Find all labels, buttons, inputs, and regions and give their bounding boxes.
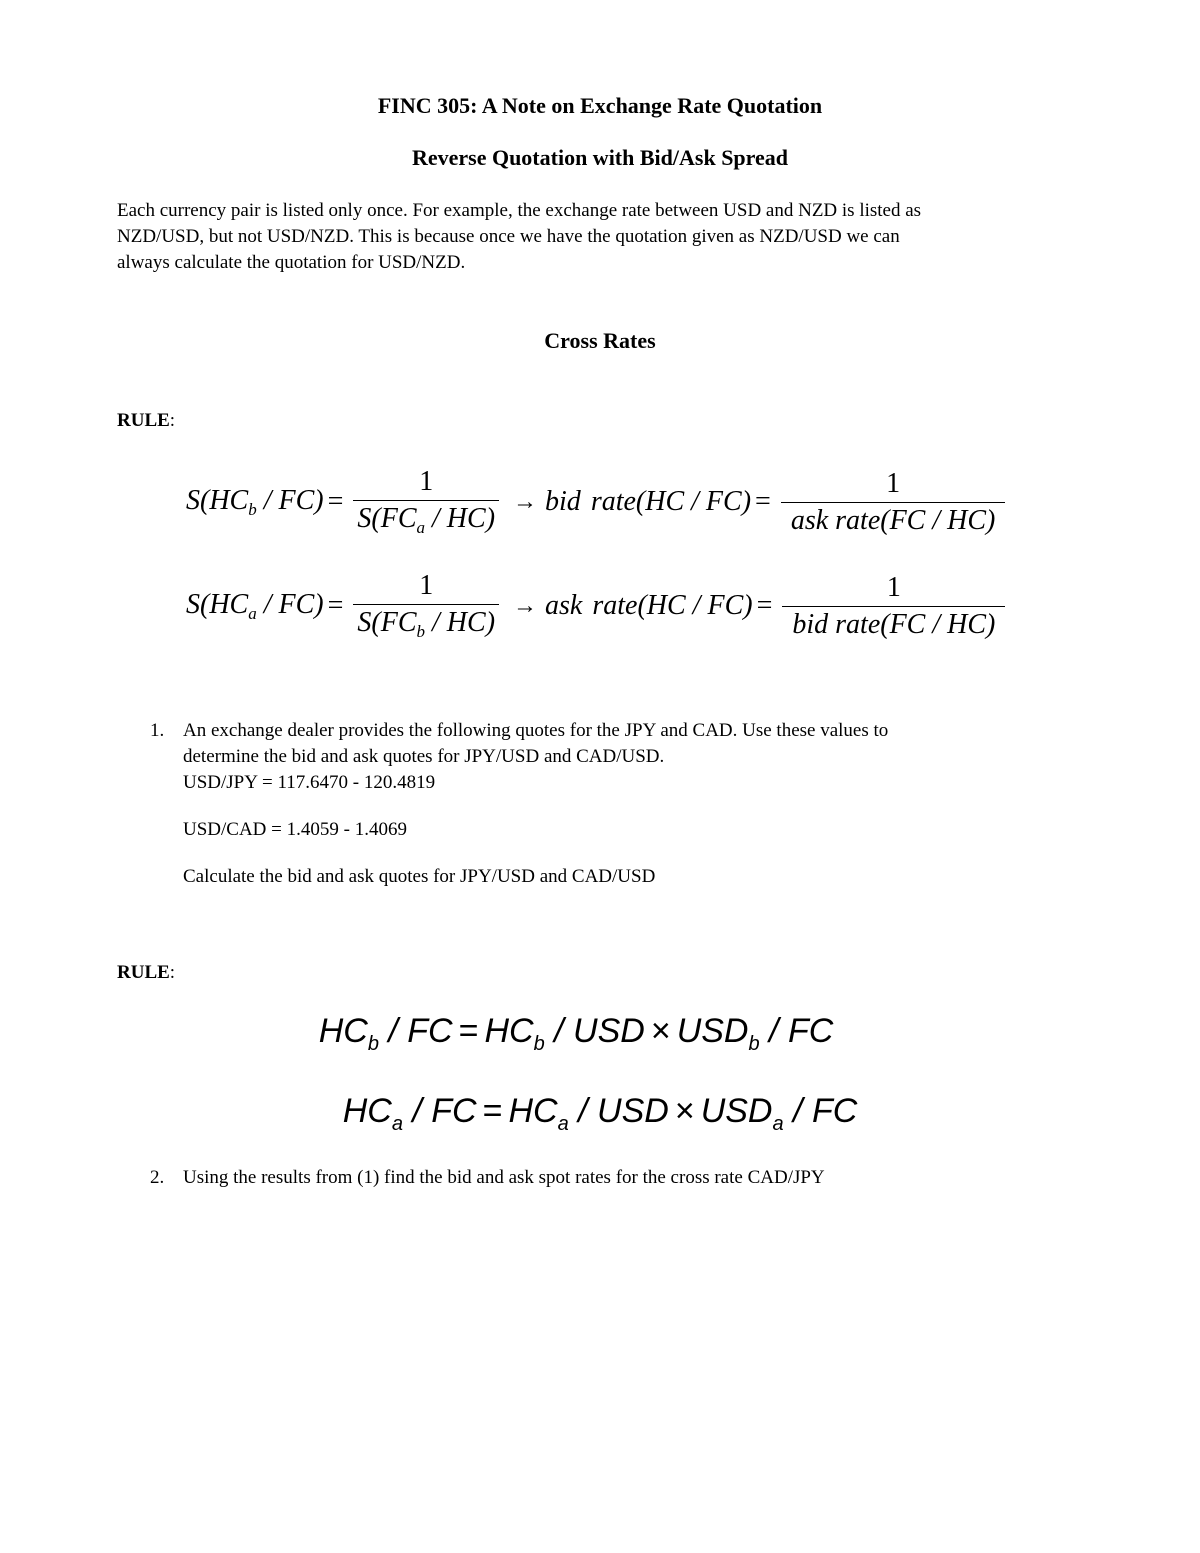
quote-usd-cad: USD/CAD = 1.4059 - 1.4069 [183, 819, 407, 840]
document-title: FINC 305: A Note on Exchange Rate Quotation [377, 93, 823, 118]
intro-paragraph [117, 198, 1067, 276]
section-heading-cross-rates: Cross Rates [544, 328, 656, 353]
question-2-number: 2. [150, 1167, 165, 1188]
formula2-rhs-fraction: $\frac{1}{\text{bid rate(FC / HC)}}$ [782, 572, 1005, 641]
question-2-text: Using the results from (1) find the bid and ask spot rates for the cross rate CAD/JPY [183, 1167, 825, 1188]
question-1-line-1: An exchange dealer provides the following quotes for the JPY and CAD. Use these values to [183, 720, 889, 741]
cross-rate-ask-formula: $HC_a$ / FC = $HC_a$ / USD × $USD_a$ / FC [342, 1092, 858, 1135]
arrow-icon: → [513, 488, 538, 515]
intro-line-2: NZD/USD, but not USD/NZD. This is because once we have the quotation given as NZD/USD we can [117, 226, 900, 247]
question-1-number: 1. [150, 720, 165, 741]
formula2-fraction: $\frac{1}{S(FC_b / HC)}$ [353, 570, 499, 642]
formula1-fraction: $\frac{1}{S(FC_a / HC)}$ [353, 466, 499, 538]
formula1-lhs: $S(HC_b / FC)$ [186, 484, 324, 519]
section-heading-reverse-quotation: Reverse Quotation with Bid/Ask Spread [411, 145, 789, 170]
rule-label-1: RULE: [117, 410, 176, 431]
formula1-rhs-fraction: $\frac{1}{\text{ask rate(FC / HC)}}$ [781, 468, 1006, 537]
cross-rate-bid-formula: $HC_b$ / FC = $HC_b$ / USD × $USD_b$ / FC [318, 1012, 834, 1055]
reciprocal-bid-formula: $S(HC_b / FC)$ = $\frac{1}{S(FC_a / HC)}$ → bid rate(HC / FC) = $\frac{1}{\text{ask rate(FC / HC)}}$ [186, 466, 1011, 538]
intro-line-3: always calculate the quotation for USD/NZD. [117, 252, 466, 273]
intro-line-1: Each currency pair is listed only once. For example, the exchange rate between USD and NZD is listed as [117, 200, 922, 221]
formula2-lhs: $S(HC_a / FC)$ [186, 588, 324, 623]
reciprocal-ask-formula: $S(HC_a / FC)$ = $\frac{1}{S(FC_b / HC)}$ → ask rate(HC / FC) = $\frac{1}{\text{bid rate(FC / HC)}}$ [186, 570, 1011, 642]
rule-label-2: RULE: [117, 962, 176, 983]
arrow-icon: → [513, 592, 538, 619]
quote-usd-jpy: USD/JPY = 117.6470 - 120.4819 [183, 772, 436, 793]
question-1-instruction: Calculate the bid and ask quotes for JPY/USD and CAD/USD [183, 866, 656, 887]
question-1-line-2: determine the bid and ask quotes for JPY/USD and CAD/USD. [183, 746, 665, 767]
